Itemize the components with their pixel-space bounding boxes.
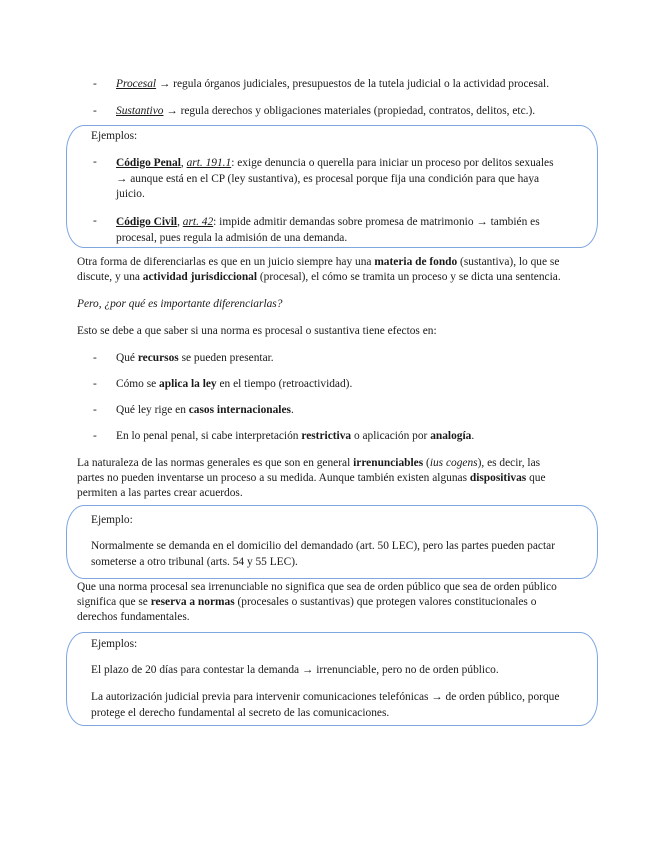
term-procesal: Procesal <box>116 78 157 90</box>
text: Qué <box>116 352 138 364</box>
definition-text: regula órganos judiciales, presupuestos de la tutela judicial o la actividad procesal. <box>170 78 550 90</box>
text-line: Normalmente se demanda en el domicilio del demandado (art. 50 LEC), pero las partes pueden pactar <box>91 540 555 552</box>
text: (sustantiva), lo que se <box>457 256 560 268</box>
bullet-dash: - <box>93 378 97 390</box>
bullet-dash: - <box>93 404 97 416</box>
arrow: → <box>158 78 171 90</box>
text: . <box>471 430 475 442</box>
bullet-dash: - <box>93 78 97 90</box>
article-ref: art. 42 <box>182 216 214 228</box>
text: partes no pueden inventarse un proceso a su medida. Aunque también existen algunas <box>77 472 470 484</box>
text: (procesales o sustantivas) que protegen valores constitucionales o <box>234 596 537 608</box>
example-codigo-penal: Código Penal, art. 191.1: exige denuncia o querella para iniciar un proceso por delitos sexuales → aunque está en el CP (ley sustantiva), es procesal porque fija una condición para que haya juicio. <box>116 156 577 203</box>
text: ( <box>423 457 430 469</box>
text-line: El plazo de 20 días para contestar la demanda → irrenunciable, pero no de orden público. <box>91 664 499 676</box>
bullet-dash: - <box>93 215 97 227</box>
paragraph-materia-actividad <box>77 255 577 285</box>
text: En lo penal penal, si cabe interpretación <box>116 430 302 442</box>
definition-text: regula derechos y obligaciones materiales (propiedad, contratos, delitos, etc.). <box>177 105 536 117</box>
text-line: juicio. <box>116 188 145 200</box>
box-heading: Ejemplo: <box>91 514 133 526</box>
term-sustantivo: Sustantivo <box>116 105 164 117</box>
bold-term: materia de fondo <box>374 256 458 268</box>
bold-term: aplica la ley <box>159 378 217 390</box>
text: permiten a las partes crear acuerdos. <box>77 487 243 499</box>
text: o aplicación por <box>351 430 431 442</box>
text: que <box>526 472 546 484</box>
list-item <box>116 352 274 364</box>
text-line: → aunque está en el CP (ley sustantiva), es procesal porque fija una condición para que haya <box>116 172 540 185</box>
text-line: someterse a otro tribunal (arts. 54 y 55 LEC). <box>91 556 298 568</box>
box-heading: Ejemplos: <box>91 638 138 650</box>
text: La naturaleza de las normas generales es que son en general <box>77 457 354 469</box>
bold-term: casos internacionales <box>188 404 291 416</box>
text: Que una norma procesal sea irrenunciable no significa que sea de orden público que sea de orden público <box>77 581 557 593</box>
text: ), es decir, las <box>477 457 541 469</box>
bold-term: dispositivas <box>469 472 527 484</box>
list-item <box>116 404 294 416</box>
text: se pueden presentar. <box>178 352 274 364</box>
article-ref: art. 191.1 <box>186 157 232 169</box>
bold-term: actividad jurisdiccional <box>142 271 258 283</box>
effects-intro: Esto se debe a que saber si una norma es procesal o sustantiva tiene efectos en: <box>77 325 437 337</box>
bold-term: recursos <box>137 352 179 364</box>
box-heading: Ejemplos: <box>91 130 138 142</box>
list-item <box>116 105 535 117</box>
bullet-dash: - <box>93 105 97 117</box>
code-name: Código Civil <box>116 216 178 228</box>
text-line: : impide admitir demandas sobre promesa de matrimonio → también es <box>213 216 540 228</box>
arrow: → <box>166 105 178 117</box>
example-codigo-civil: Código Civil, art. 42: impide admitir demandas sobre promesa de matrimonio → también es procesal, pues regula la admisión de una demanda. <box>116 215 577 246</box>
text: derechos fundamentales. <box>77 611 190 623</box>
bold-term: irrenunciables <box>353 457 424 469</box>
bullet-dash: - <box>93 430 97 442</box>
bold-term: restrictiva <box>301 430 352 442</box>
text: . <box>290 404 294 416</box>
bullet-dash: - <box>93 156 97 168</box>
bullet-dash: - <box>93 352 97 364</box>
text: discute, y una <box>77 271 143 283</box>
paragraph-naturaleza <box>77 456 577 501</box>
paragraph-orden-publico <box>77 580 577 625</box>
text: Qué ley rige en <box>116 404 189 416</box>
bold-term: reserva a normas <box>150 596 235 608</box>
text-line: protege el derecho fundamental al secreto de las comunicaciones. <box>91 707 390 719</box>
text-line: procesal, pues regula la admisión de una demanda. <box>116 231 348 244</box>
text: significa que se <box>77 596 151 608</box>
text: en el tiempo (retroactividad). <box>216 378 353 390</box>
list-item <box>116 430 474 442</box>
italic-term: ius cogens <box>429 457 478 469</box>
text-line: : exige denuncia o querella para iniciar un proceso por delitos sexuales <box>231 157 554 169</box>
text: (procesal), el cómo se tramita un proceso y se dicta una sentencia. <box>257 271 561 283</box>
code-name: Código Penal <box>116 157 181 169</box>
list-item <box>116 78 549 90</box>
text-line: La autorización judicial previa para intervenir comunicaciones telefónicas → de orden público, porque <box>91 691 560 703</box>
text: Otra forma de diferenciarlas es que en un juicio siempre hay una <box>77 256 375 268</box>
list-item <box>116 378 352 390</box>
question-heading: Pero, ¿por qué es importante diferenciarlas? <box>77 298 283 310</box>
text: Cómo se <box>116 378 160 390</box>
bold-term: analogía <box>430 430 472 442</box>
